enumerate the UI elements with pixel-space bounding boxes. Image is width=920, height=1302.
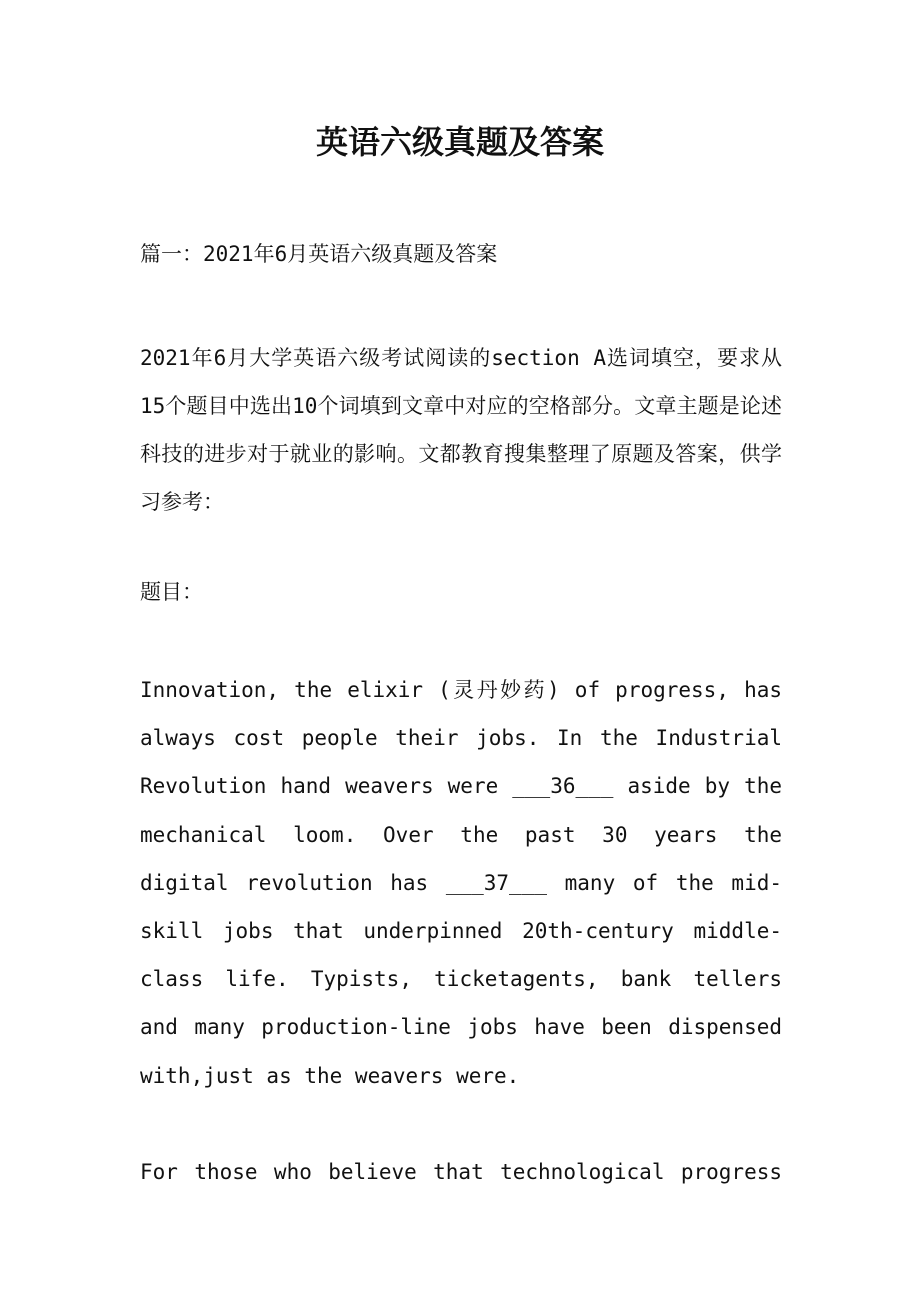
document-title: 英语六级真题及答案	[315, 123, 604, 161]
passage-paragraph-2: For those who believe that technological progress	[140, 1160, 782, 1184]
section-heading: 篇一：2021年6月英语六级真题及答案	[140, 242, 498, 266]
passage-paragraph-1: Innovation, the elixir (灵丹妙药) of progress, has always cost people their jobs. In the Industrial Revolution hand weavers were ___36___ aside by the mechanical loom. Over the past 30 years the digital revolution has ___37___ many of the mid-skill jobs that underpinned 20th-century middle-class life. Typists, ticketagents, bank tellers and many production-line jobs have been dispensed with,just as the weavers were.	[140, 678, 782, 1088]
question-label: 题目：	[140, 580, 203, 604]
intro-paragraph: 2021年6月大学英语六级考试阅读的section A选词填空，要求从15个题目中选出10个词填到文章中对应的空格部分。文章主题是论述科技的进步对于就业的影响。文都教育搜集整理了原题及答案，供学习参考：	[140, 346, 782, 514]
